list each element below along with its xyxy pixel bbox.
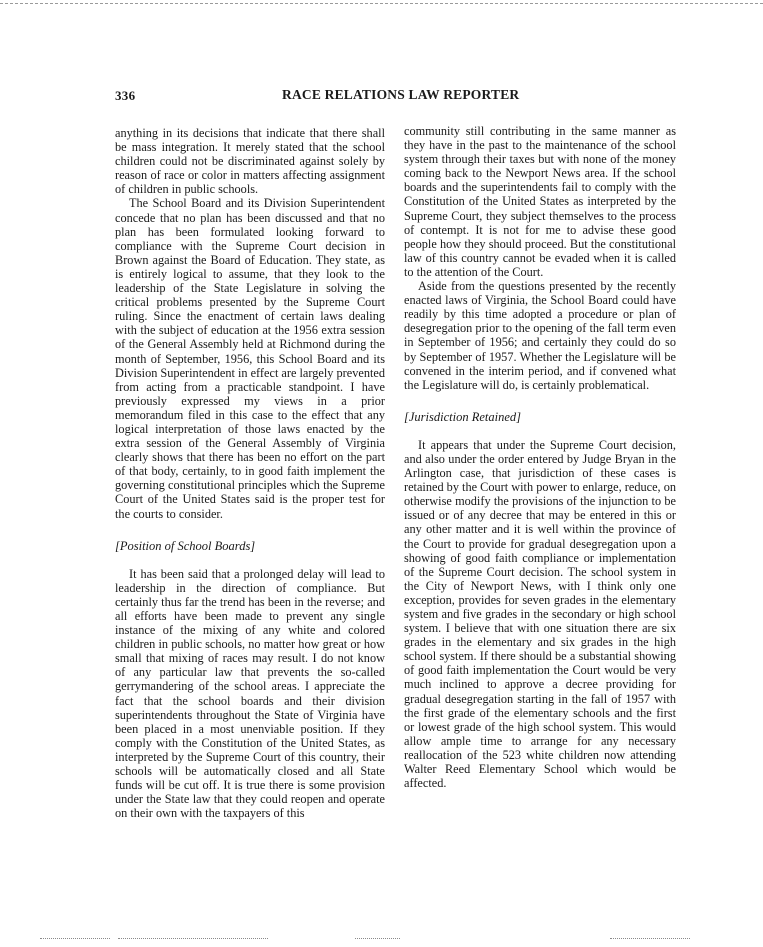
paragraph: anything in its decisions that indicate that there shall be mass integration. It merely stated that the school children could not be discriminated against solely by reason of race or color in matters affecting assignment of children in public schools. xyxy=(115,126,385,197)
paragraph: It has been said that a prolonged delay will lead to leadership in the direction of compliance. But certainly thus far the trend has been in the reverse; and all efforts have been made to prevent any single instance of the mixing of any white and colored children in public schools, no matter how great or how small that mixing of races may result. I do not know of any particular law that prevents the so-called gerrymandering of the school areas. I appreciate the fact that the school boards and their division superintendents throughout the State of Virginia have been placed in a most unenviable position. If they comply with the Constitution of the United States, as interpreted by the Supreme Court of this country, their schools will be automatically closed and all State funds will be cut off. It is true there is some provision under the State law that they could reopen and operate on their own with the taxpayers of this xyxy=(115,566,385,821)
paragraph: community still contributing in the same manner as they have in the past to the maintenance of the school system through their taxes but with none of the money coming back to the Newport News area. If the school boards and the superintendents fail to comply with the Constitution of the United States as interpreted by the Supreme Court, they subject themselves to the process of contempt. It is not for me to advise these good people how they should proceed. But the constitutional law of this country cannot be evaded when it is called to the attention of the Court. xyxy=(404,124,676,279)
scan-top-border xyxy=(0,3,763,4)
right-column xyxy=(404,124,676,790)
left-column xyxy=(115,126,385,820)
scan-bottom-marks xyxy=(0,938,763,942)
paragraph: Aside from the questions presented by the recently enacted laws of Virginia, the School Board could have readily by this time adopted a procedure or plan of desegregation prior to the opening of the fall term even in September of 1956; and certainly they could do so by September of 1957. Whether the Legislature will be convened in the interim period, and if convened what the Legislature will do, is certainly problematical. xyxy=(404,279,676,392)
page-number: 336 xyxy=(115,88,136,103)
section-heading: [Jurisdiction Retained] xyxy=(404,409,521,424)
running-head: RACE RELATIONS LAW REPORTER xyxy=(282,87,520,102)
paragraph: The School Board and its Division Superintendent concede that no plan has been discussed and that no plan has been formulated looking forward to compliance with the Supreme Court decision in Brown against the Board of Education. They state, as is entirely logical to assume, that they look to the leadership of the State Legislature in solving the critical problems presented by the Supreme Court ruling. Since the enactment of certain laws dealing with the subject of education at the 1956 extra session of the General Assembly held at Richmond during the month of September, 1956, this School Board and its Division Superintendent in effect are largely prevented from acting from a practicable standpoint. I have previously expressed my views in a prior memorandum filed in this case to the effect that any logical interpretation of those laws enacted by the extra session of the General Assembly of Virginia clearly shows that there has been no effort on the part of that body, certainly, to in good faith implement the governing constitutional principles which the Supreme Court of the United States said is the proper test for the courts to consider. xyxy=(115,196,385,521)
section-heading: [Position of School Boards] xyxy=(115,538,256,553)
paragraph: It appears that under the Supreme Court decision, and also under the order entered by Judge Bryan in the Arlington case, that jurisdiction of these cases is retained by the Court with power to enlarge, reduce, on otherwise modify the provisions of the injunction to be issued or of any decree that may be entered in this or any other matter and it is well within the province of the Court to provide for gradual desegregation upon a showing of good faith compliance or implementation of the Supreme Court decision. The school system in the City of Newport News, with I think only one exception, provides for seven grades in the elementary system and five grades in the secondary or high school system. I believe that with one situation there are six grades in the elementary and six grades in the high school system. If there should be a substantial showing of good faith implementation the Court would be very much inclined to approve a decree providing for gradual desegregation starting in the fall of 1957 with the first grade of the elementary schools and the first or lowest grade of the high school system. This would allow ample time to arrange for any necessary reallocation of the 523 white children now attending Walter Reed Elementary School which would be affected. xyxy=(404,437,676,791)
